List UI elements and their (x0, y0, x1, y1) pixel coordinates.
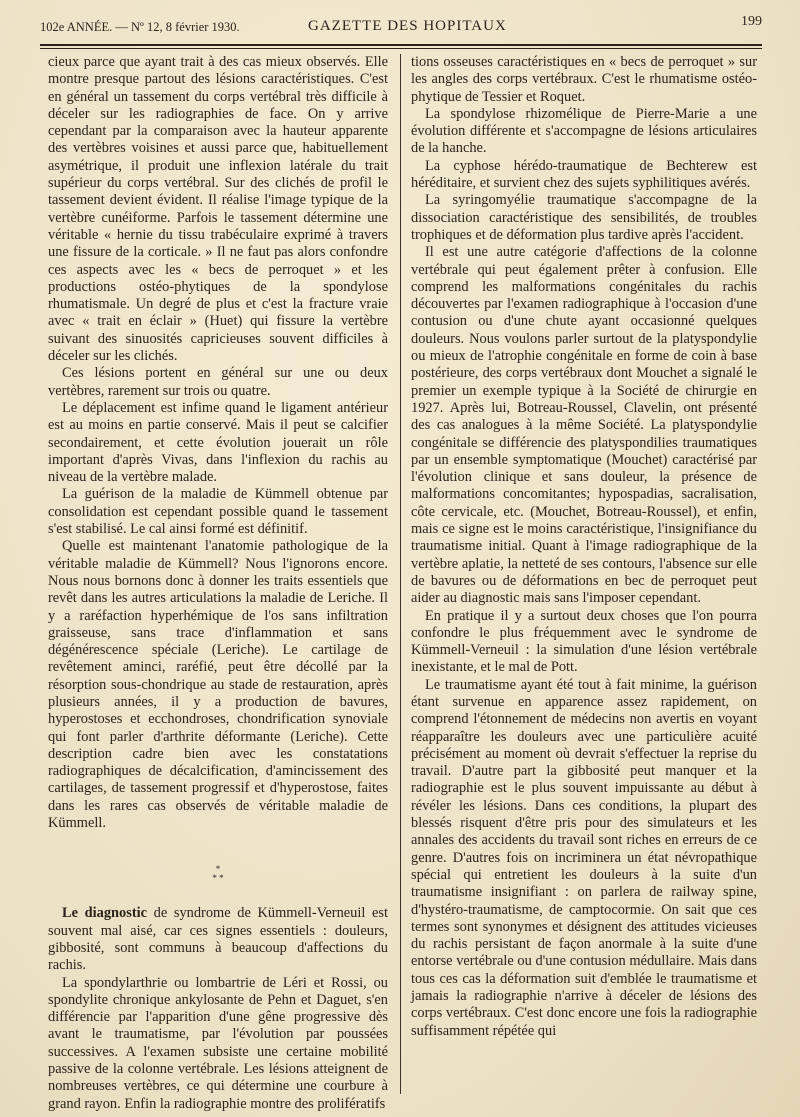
paragraph: Le traumatisme ayant été tout à fait minime, la guérison étant survenue en apparence assez rapidement, on comprend l'étonnement de médecins non avertis en voyant réapparaître les douleurs avec une particulière acuité précisément au moment où devrait s'effectuer la reprise du travail. D'autre part la gibbosité peut manquer et la radiographie est le plus souvent impuissante au début à révéler les lésions. Dans ces conditions, la plupart des blessés risquent d'être pris pour des simulateurs et les annales des accidents du travail sont riches en erreurs de ce genre. D'autres fois on incriminera un état névropathique spécial qui entretient les douleurs à la suite d'un traumatisme insignifiant : on parlera de railway spine, d'hystéro-traumatisme, de camptocormie. On sait que ces termes sont synonymes et désignent des attitudes vicieuses du rachis persistant de façon anormale à la suite d'une entorse vertébrale ou d'une contusion médullaire. Mais dans tous ces cas la déformation suit d'emblée le traumatisme et jamais la radiographie n'arrive à déceler de lésions des corps vertébraux. C'est donc encore une fois la radiographie suffisamment répétée qui (411, 676, 757, 1039)
paragraph: Il est une autre catégorie d'affections de la colonne vertébrale qui peut également prêter à confusion. Elle comprend les malformations congénitales du rachis découvertes par l'examen radiographique à l'occasion d'une contusion ou d'une chute ayant occasionné quelques douleurs. Nous voulons parler surtout de la platyspondylie ou mieux de l'atrophie congénitale en forme de coin à base postérieure, des corps vertébraux dont Mouchet a signalé le premier un exemple typique à la Société de chirurgie en 1927. Après lui, Botreau-Roussel, Clavelin, ont présenté des cas analogues à la même Société. La platyspondylie congénitale se différencie des platyspondilies traumatiques par un ensemble symptomatique (Mouchet) caractérisé par l'évolution clinique et sans douleur, la présence de malformations concomitantes; hypospadias, sacralisation, côte cervicale, etc. (Mouchet, Botreau-Roussel), et enfin, mais ce signe est le moins caractéristique, l'insignifiance du traumatisme initial. Quant à l'image radiographique de la vertèbre aplatie, la netteté de ses contours, l'absence sur elle de bavures ou de déformations en bec de perroquet peut aider au diagnostic mais sans l'imposer cependant. (411, 244, 757, 607)
issue-info: 102e ANNÉE. — Nº 12, 8 février 1930. (40, 20, 240, 34)
paragraph-diagnostic (48, 905, 388, 974)
paragraph: Quelle est maintenant l'anatomie pathologique de la véritable maladie de Kümmell? Nous l'ignorons encore. Nous nous bornons donc à donner les traits essentiels que revêt dans les autres articulations la maladie de Leriche. Il y a raréfaction hyperhémique de l'os sans infiltration graisseuse, sans trace d'inflammation et sans dégénérescence spéciale (Leriche). Le cartilage de revêtement aminci, raréfié, peut être décollé par la résorption sous-chondrique au stade de restauration, après plusieurs années, il y a production de bavures, hyperostoses et ecchondroses, chondrification synoviale qui font parler d'arthrite déformante (Leriche). Cette description cadre bien avec les constatations radiographiques de décalcification, d'amincissement des cartilages, de tassement progressif et d'hyperostose, faites dans les rares cas observés de véritable maladie de Kümmell. (48, 538, 388, 832)
paragraph: La syringomyélie traumatique s'accompagne de la dissociation caractéristique des sensibilités, de troubles trophiques et de déformation plus tardive après l'accident. (411, 192, 757, 243)
paragraph: La guérison de la maladie de Kümmell obtenue par consolidation est cependant possible quand le tassement s'est stabilisé. Le cal ainsi formé est définitif. (48, 486, 388, 538)
left-column (48, 54, 388, 1113)
header-rule-thin (40, 48, 762, 49)
paragraph: tions osseuses caractéristiques en « becs de perroquet » sur les angles des corps vertébraux. C'est le rhumatisme ostéo-phytique de Tessier et Roquet. (411, 54, 757, 105)
page-header (40, 10, 762, 40)
header-rule-thick (40, 44, 762, 46)
column-divider (400, 54, 401, 1094)
paragraph: La spondylose rhizomélique de Pierre-Marie a une évolution différente et s'accompagne de lésions articulaires de la hanche. (411, 105, 757, 157)
right-column (411, 54, 757, 1040)
paragraph: Le déplacement est infime quand le ligament antérieur est au moins en partie conservé. Mais il peut se calcifier secondairement, et cette évolution jouerait un rôle important d'après Vivas, dans l'inflexion du rachis au niveau de la vertèbre malade. (48, 399, 388, 486)
paragraph: En pratique il y a surtout deux choses que l'on pourra confondre le plus fréquemment avec le syndrome de Kümmell-Verneuil : la simulation d'une lésion vertébrale inexistante, et le mal de Pott. (411, 607, 757, 676)
paragraph-text: de syndrome de Kümmell-Verneuil est souvent mal aisé, car ces signes essentiels : douleurs, gibbosité, sont communs à beaucoup d'affections du rachis. (48, 905, 389, 974)
paragraph: La cyphose hérédo-traumatique de Bechterew est héréditaire, et survient chez des sujets syphilitiques avérés. (411, 157, 757, 192)
page-number: 199 (741, 14, 762, 29)
paragraph: cieux parce que ayant trait à des cas mieux observés. Elle montre presque partout des lésions caractéristiques. C'est en général un tassement du corps vertébral très difficile à déceler sur les radiographies de face. On y arrive cependant par la comparaison avec la hauteur apparente des vertèbres voisines et aussi parce que, habituellement asymétrique, il produit une inflexion latérale du trait supérieur du corps vertébral. Sur des clichés de profil le tassement devient évident. Il réalise l'image typique de la vertèbre cunéiforme. Parfois le tassement détermine une véritable « hernie du tissu trabéculaire exprimé à travers une fissure de la corticale. » Il ne faut pas alors confondre ces aspects avec les « becs de perroquet » et les productions ostéo-phytiques de la spondylose rhumatismale. Un degré de plus et c'est la fracture vraie avec « trait en éclair » (Huet) qui fissure la vertèbre suivant des sinuosités capricieuses souvent difficiles à déceler sur les clichés. (48, 54, 388, 365)
separator-star: * (215, 864, 221, 875)
paragraph: La spondylarthrie ou lombartrie de Léri et Rossi, ou spondylite chronique ankylosante de Pehn et Daguet, s'en différencie par l'apparition d'une gêne progressive dès avant le traumatisme, par l'évolution par poussées successives. A l'examen subsiste une certaine mobilité passive de la colonne vertébrale. Les lésions atteignent de nombreuses vertèbres, ce qui détermine une courbure à grand rayon. Enfin la radiographie montre des prolifératifs (48, 974, 388, 1112)
paragraph: Ces lésions portent en général sur une ou deux vertèbres, rarement sur trois ou quatre. (48, 365, 388, 399)
lead-in: Le diagnostic (62, 905, 147, 922)
separator-stars: * * (212, 873, 224, 884)
journal-title: GAZETTE DES HOPITAUX (308, 18, 507, 34)
section-separator (48, 865, 388, 883)
